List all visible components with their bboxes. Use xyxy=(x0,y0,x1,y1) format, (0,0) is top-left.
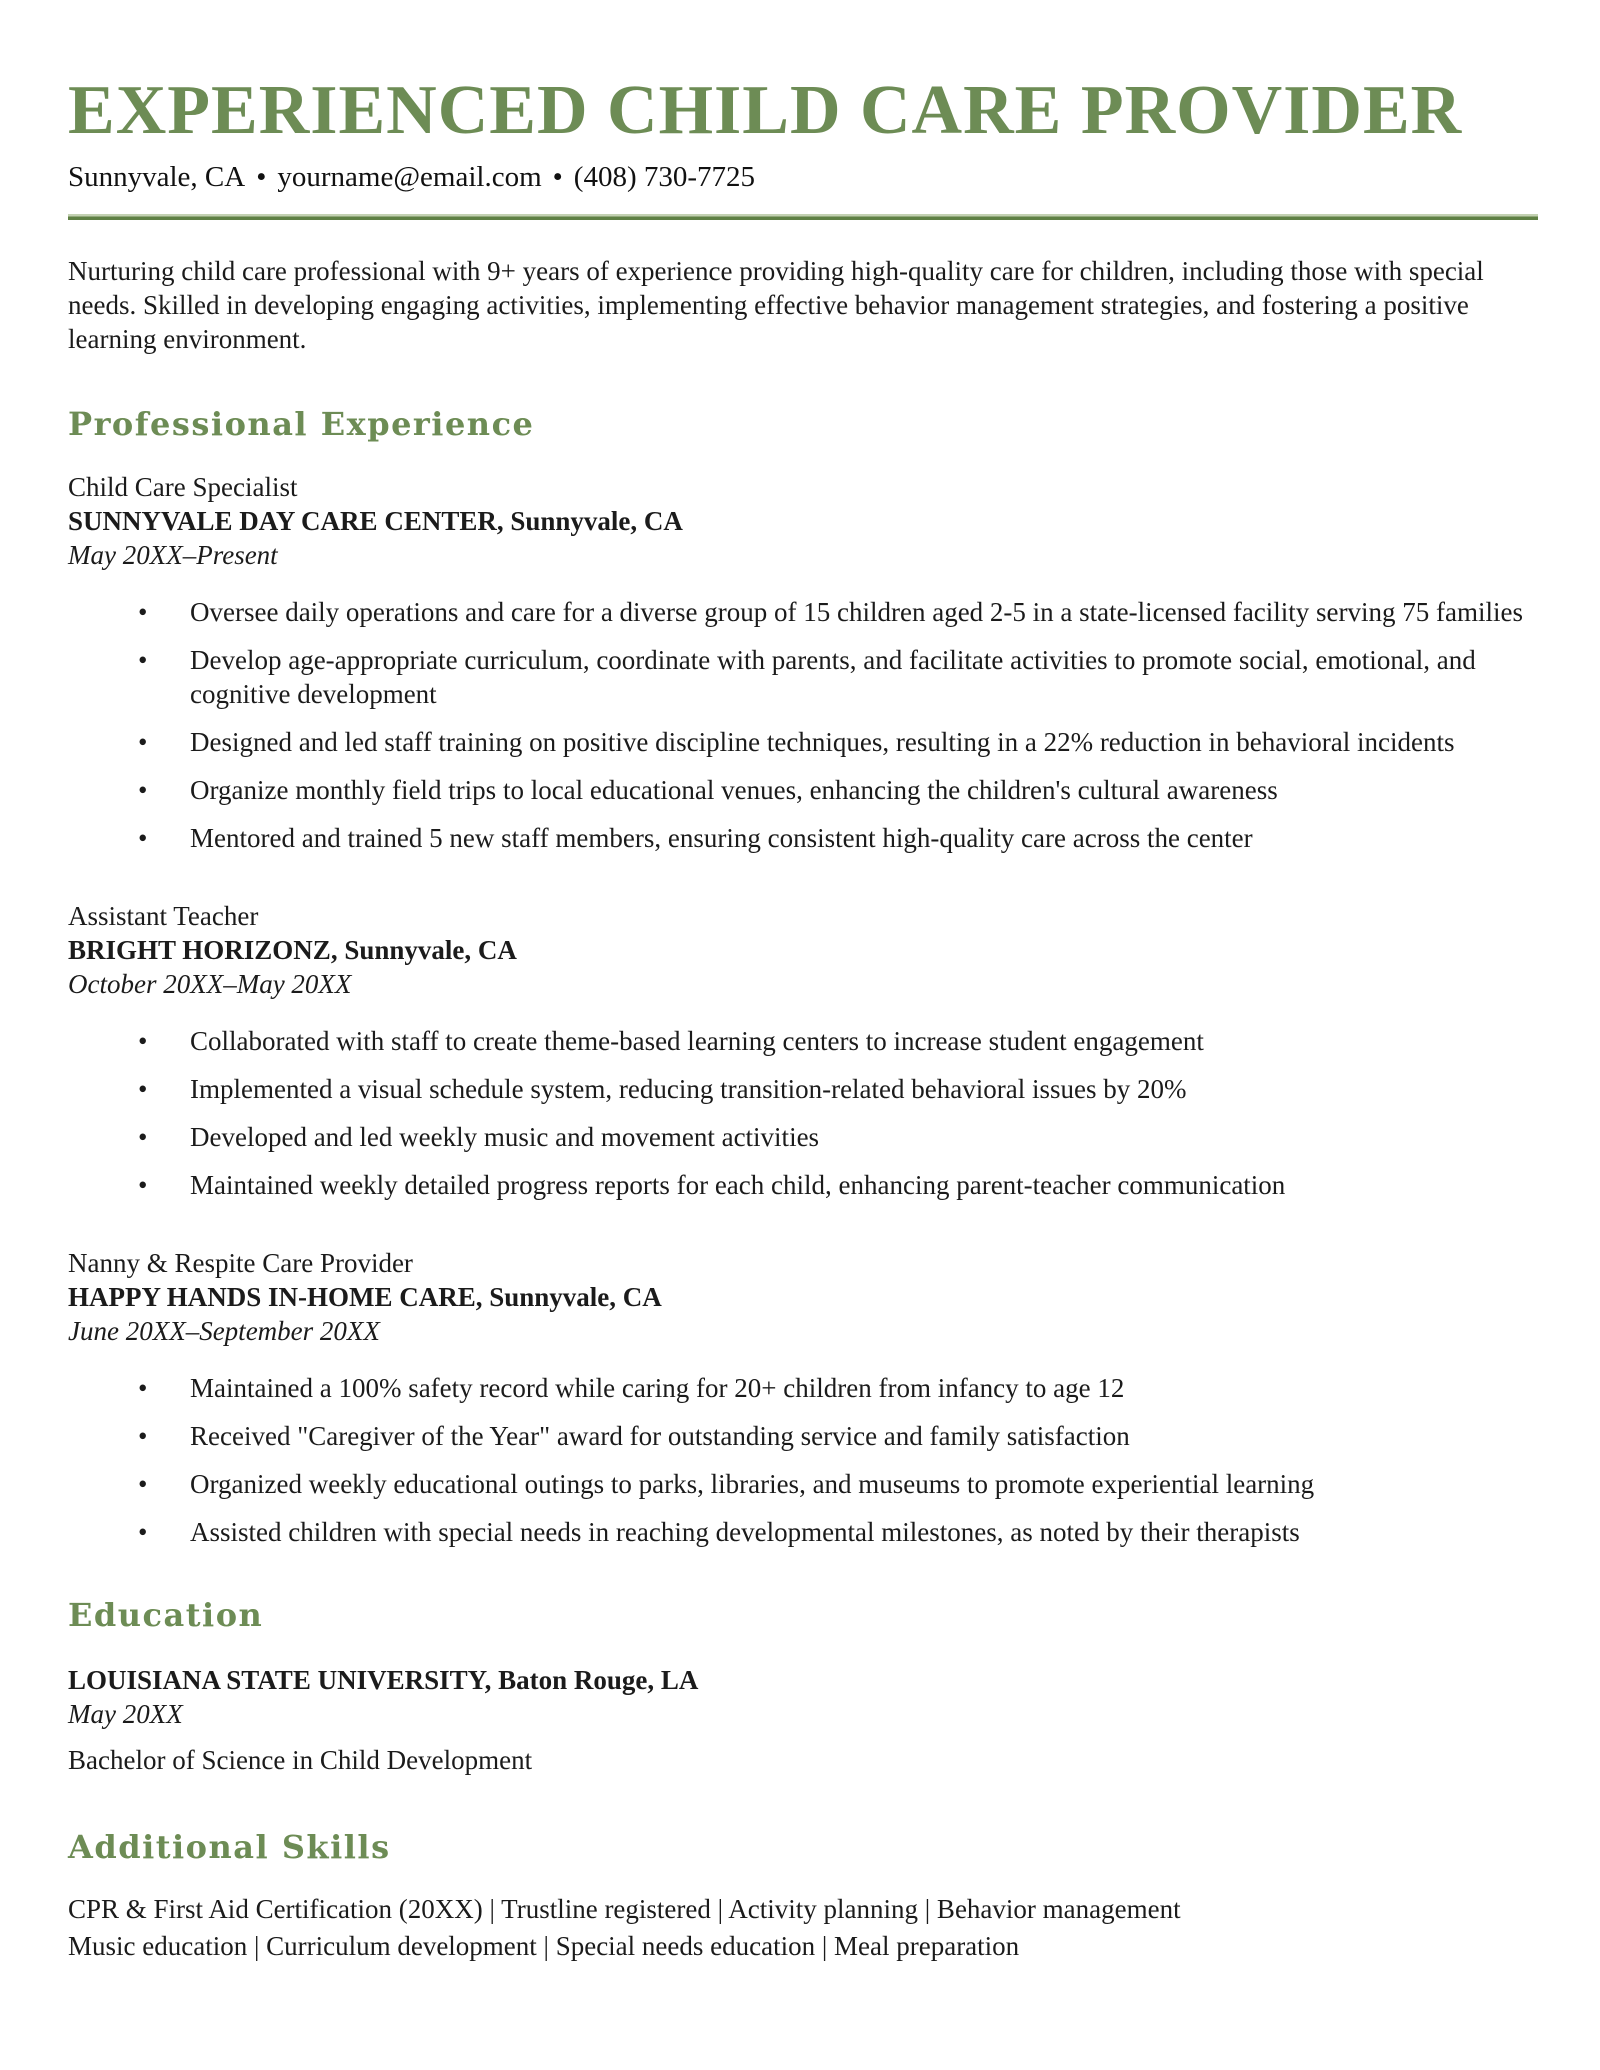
bullet-item: • Organized weekly educational outings to parks, libraries, and museums to promote experiential learning xyxy=(138,1467,1530,1501)
job-company: HAPPY HANDS IN-HOME CARE, Sunnyvale, CA xyxy=(68,1281,662,1312)
contact-phone: (408) 730-7725 xyxy=(573,160,756,193)
job-company: BRIGHT HORIZONZ, Sunnyvale, CA xyxy=(68,934,517,965)
bullet-item: • Organize monthly field trips to local educational venues, enhancing the children's cultural awareness xyxy=(138,773,1530,807)
job-role: Nanny & Respite Care Provider xyxy=(68,1247,413,1278)
education-section-title: Education xyxy=(68,1595,264,1634)
bullet-item: • Assisted children with special needs in reaching developmental milestones, as noted by their therapists xyxy=(138,1515,1530,1549)
contact-line xyxy=(68,160,1538,194)
bullet-item: • Developed and led weekly music and movement activities xyxy=(138,1120,1530,1154)
bullet-item: • Implemented a visual schedule system, reducing transition-related behavioral issues by 20% xyxy=(138,1072,1530,1106)
job-list xyxy=(68,470,1538,1549)
job-entry xyxy=(68,899,1538,1202)
job-company: SUNNYVALE DAY CARE CENTER, Sunnyvale, CA xyxy=(68,505,683,536)
experience-section-title: Professional Experience xyxy=(68,404,535,443)
job-dates: May 20XX–Present xyxy=(68,539,278,570)
section-professional-experience xyxy=(68,404,1538,1549)
resume-header xyxy=(68,74,1538,220)
skills-list xyxy=(68,1891,1538,1965)
section-education xyxy=(68,1595,1538,1777)
bullet-item: • Collaborated with staff to create theme-based learning centers to increase student engagement xyxy=(138,1024,1530,1058)
summary-paragraph: Nurturing child care professional with 9+ years of experience providing high-quality care for children, including those with special needs. Skilled in developing engaging activities, implementing effective behavior management strategies, and fostering a positive learning environment. xyxy=(68,255,1484,354)
skills-section-title: Additional Skills xyxy=(68,1827,391,1866)
section-additional-skills xyxy=(68,1827,1538,1965)
contact-location: Sunnyvale, CA xyxy=(68,160,246,193)
contact-separator-icon: • xyxy=(552,160,563,193)
skills-line: Music education | Curriculum development | Special needs education | Meal preparation xyxy=(68,1930,1020,1961)
job-entry xyxy=(68,1246,1538,1549)
bullet-item: • Develop age-appropriate curriculum, coordinate with parents, and facilitate activities to promote social, emotional, and cognitive development xyxy=(138,643,1530,711)
page-title: EXPERIENCED CHILD CARE PROVIDER xyxy=(68,72,1463,149)
degree-name: Bachelor of Science in Child Development xyxy=(68,1744,533,1775)
bullet-item: • Designed and led staff training on positive discipline techniques, resulting in a 22% reduction in behavioral incidents xyxy=(138,725,1530,759)
school-name: LOUISIANA STATE UNIVERSITY, Baton Rouge, LA xyxy=(68,1664,699,1695)
job-dates: June 20XX–September 20XX xyxy=(68,1315,380,1346)
bullet-item: • Maintained weekly detailed progress reports for each child, enhancing parent-teacher communication xyxy=(138,1168,1530,1202)
job-entry xyxy=(68,470,1538,855)
header-divider-rule xyxy=(68,214,1538,220)
skills-line: CPR & First Aid Certification (20XX) | Trustline registered | Activity planning | Behavior management xyxy=(68,1893,1181,1924)
job-role: Assistant Teacher xyxy=(68,900,259,931)
bullet-item: • Mentored and trained 5 new staff members, ensuring consistent high-quality care across the center xyxy=(138,821,1530,855)
contact-email: yourname@email.com xyxy=(277,160,542,193)
job-bullet-list xyxy=(68,1024,1538,1202)
graduation-date: May 20XX xyxy=(68,1698,183,1729)
education-entry xyxy=(68,1663,1538,1777)
contact-separator-icon: • xyxy=(256,160,267,193)
bullet-item: • Received "Caregiver of the Year" award for outstanding service and family satisfaction xyxy=(138,1419,1530,1453)
bullet-item: • Oversee daily operations and care for a diverse group of 15 children aged 2-5 in a state-licensed facility serving 75 families xyxy=(138,595,1530,629)
job-dates: October 20XX–May 20XX xyxy=(68,968,352,999)
job-bullet-list xyxy=(68,595,1538,855)
job-role: Child Care Specialist xyxy=(68,471,298,502)
job-bullet-list xyxy=(68,1371,1538,1549)
bullet-item: • Maintained a 100% safety record while caring for 20+ children from infancy to age 12 xyxy=(138,1371,1530,1405)
